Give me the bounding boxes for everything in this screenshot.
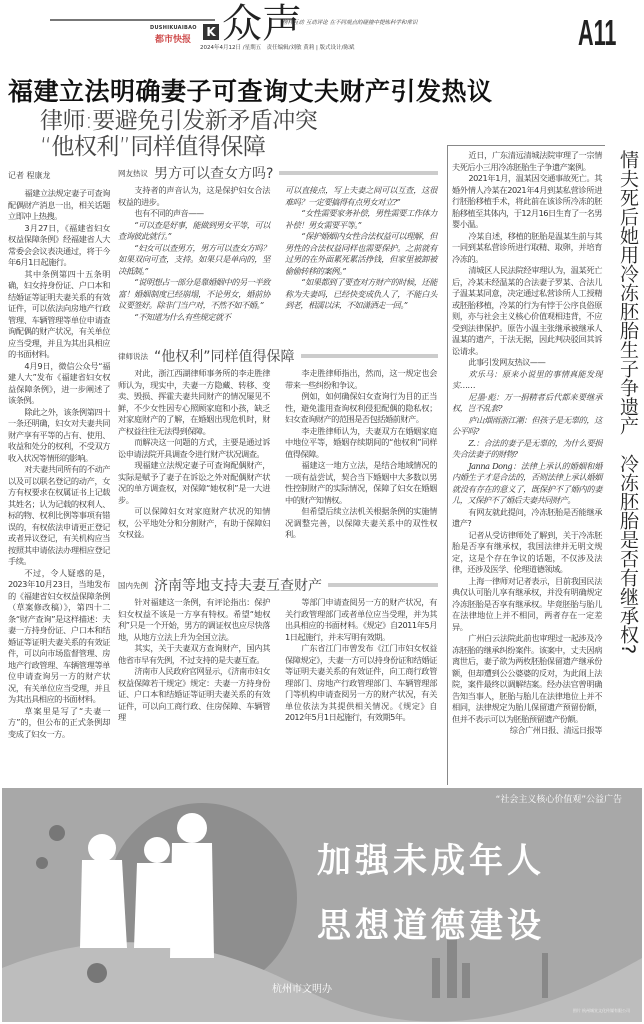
- main-headline: 福建立法明确妻子可查询丈夫财产引发热议: [8, 77, 493, 106]
- paragraph: 支持者的声音认为，这是保护妇女合法权益的进步。: [118, 185, 270, 207]
- kicker: 网友热议: [118, 168, 148, 178]
- section-heading-precedent: [118, 575, 438, 595]
- paragraph: 草案里是写了“夫妻一方”的，但公布的正式条例却变成了妇女一方。: [8, 705, 110, 739]
- public-service-ad: [2, 788, 642, 1022]
- paragraph: 等部门申请查阅另一方的财产状况，有关行政管理部门或者单位应当受理，并为其出具相应的书面材料。《规定》自2011年5月1日起施行，并未写明有效期。: [285, 597, 437, 642]
- paragraph: 记者从受访律师处了解到，关于冷冻胚胎是否享有继承权，我国法律并无明文规定，这是个存在争议的话题，不仅涉及法律，还涉及医学、伦理道德领域。: [452, 529, 602, 574]
- paragraph: “妇女可以查男方，男方可以查女方吗？如果双向可查，支持。如果只是单向的，坚决抵制。”: [118, 242, 270, 276]
- heading-rule: [279, 171, 438, 175]
- paragraph: 也有不同的声音——: [134, 208, 204, 218]
- precedent-column-right: [285, 597, 437, 724]
- heading-text: “他权利”同样值得保障: [154, 349, 295, 365]
- kicker: 国内先例: [118, 580, 148, 590]
- paragraph: Z.：合法的妻子是无辜的，为什么要损失合法妻子的财物?: [452, 437, 602, 459]
- paragraph: 有网友就此提问，冷冻胚胎是否能继承遗产?: [452, 506, 602, 528]
- article-column-1: [8, 188, 110, 740]
- paragraph: Janna Dong：法律上承认的婚姻和婚内婚生子才是合法的，否则法律上承认婚姻就没有存在的意义了，既保护不了婚内的妻儿，又保护不了婚后夫妻共同财产。: [452, 460, 602, 505]
- heading-rule: [328, 583, 438, 587]
- paragraph: 例如，如何确保妇女查询行为目的正当性，避免滥用查询权利侵犯配偶的隐私权；妇女查询财产的范围是否包括婚前财产。: [285, 391, 437, 424]
- paragraph: “女性需要家务补偿，男性需要工作体力补偿！男女需要平等。”: [285, 208, 437, 230]
- netizens-column-right: [285, 185, 437, 312]
- paragraph: 除此之外，该条例第四十一条还明确，妇女对夫妻共同财产享有平等的占有、使用、收益和处分的权利，不受双方收入状况等情形的影响。: [8, 406, 110, 463]
- paragraph: 其中条例第四十五条明确，妇女持身份证、户口本和结婚证等证明夫妻关系的有效证件，可以依法向房地产行政管理、车辆管理等单位申请查询配偶的财产状况，有关单位应当受理，并且为其出具相应的书面材料。: [8, 268, 110, 359]
- masthead-chinese: 都市快报: [155, 35, 192, 45]
- sidebar-article: [452, 150, 602, 737]
- section-motto: 榜样互动 互动评论 在不同观点的碰撞中提炼科学和常识: [282, 20, 418, 26]
- netizens-column-left: [118, 185, 270, 323]
- paragraph: 可以保障妇女对家庭财产状况的知情权，公平地处分和分割财产，有助于保障妇女权益。: [118, 506, 270, 539]
- paragraph: “说明想占一部分是靠婚姻中的另一半致富！婚姻制度已经崩塌，不论男女，婚前协议要签好。除非门当户对，不然不如不婚。”: [118, 277, 270, 310]
- heading-text: 济南等地支持夫妻互查财产: [154, 578, 322, 594]
- ad-sponsor: 杭州市文明办: [272, 984, 332, 995]
- paragraph: 冷某自述，移植的胚胎是温某生前与其一同到某私营诊所进行取精、取卵，并培育冷冻的。: [452, 230, 602, 264]
- paragraph: 福建立法规定妻子可查询配偶财产消息一出，相关话题立即冲上热搜。: [8, 188, 110, 221]
- paragraph: 但希望后续立法机关根据条例的实施情况调整完善，以保障夫妻关系中的双性权利。: [285, 506, 437, 539]
- paragraph: 不过，令人疑惑的是，2023年10月23日，当地发布的《福建省妇女权益保障条例（草案修改稿）》，第四十二条“财产查询”是这样描述：夫妻一方持身份证、户口本和结婚证等证明夫妻关系的有效证件，可以向市场监督管理、房地产行政管理、车辆管理等单位申请查询另一方的财产状况，有关单位应当受理，并且为其出具相应的书面材料。: [8, 567, 110, 704]
- ad-slogan-line-2: 思想道德建设: [317, 906, 545, 946]
- paragraph: 其实，关于夫妻双方查询财产，国内其他省市早有先例，不过支持的是夫妻互查。: [118, 643, 270, 665]
- paragraph: 2021年1月，温某因交通事故死亡。其婚外情人冷某在2021年4月到某私营诊所进行胚胎移植手术，将此前在该诊所冷冻的胚胎移植至其体内，于12月16日生育了一名男婴小温。: [452, 173, 602, 229]
- paragraph: 庐山烟雨浙江潮：但孩子是无辜的，这公平吗?: [452, 414, 602, 436]
- sidebar-vertical-title: 情夫死后她用冷冻胚胎生子争遗产 冷冻胚胎是否有继承权?: [617, 150, 639, 655]
- ad-credit: 图片 杭州城宣文化传媒有限公司: [572, 1008, 630, 1013]
- ad-tag: “社会主义核心价值观”公益广告: [495, 795, 622, 805]
- paragraph: 欢乐马：原来小说里的事情真能发现实……: [452, 368, 602, 390]
- section-title: 众声: [222, 1, 302, 47]
- lawyer-column-right: [285, 368, 437, 541]
- paragraph: 对夫妻共同所有的不动产以及可以联名登记的动产，女方有权要求在权属证书上记载其姓名；认为记载的权利人、标的物、权利比例等事项有错误的，有权依法申请更正登记或者异议登记，有关机构应当按照其申请依法办理相应登记手续。: [8, 464, 110, 566]
- paragraph: 福建这一地方立法，是结合地域情况的一项有益尝试，契合当下婚姻中大多数以男性控制财产的实际情况，保障了妇女在婚姻中的财产知情权。: [285, 460, 437, 505]
- heading-text: 男方可以查女方吗?: [154, 166, 274, 182]
- paragraph: 3月27日，《福建省妇女权益保障条例》经福建省人大常委会会议表决通过，将于今年6月1日起施行。: [8, 222, 110, 267]
- kicker: 律师说法: [118, 351, 148, 361]
- paragraph: 上海一律师对记者表示，目前我国民法典仅认可胎儿享有继承权，并没有明确规定冷冻胚胎是否享有继承权。毕竟胚胎与胎儿在法律地位上并不相同，两者存在一定差异。: [452, 575, 602, 632]
- paragraph: “保护婚姻内女性合法权益可以理解，但男性的合法权益同样也需要保护。之前就有过男的在外面累死累活挣钱，但家里被卸被偷偷转移的案例。”: [285, 231, 437, 276]
- precedent-column-left: [118, 597, 270, 724]
- subtitle-2: “他权利”同样值得保障: [40, 134, 266, 160]
- paragraph: 尼墨·彪：万一捐精者后代都来要继承权，岂不乱套?: [452, 391, 602, 413]
- heading-rule: [301, 354, 438, 358]
- subtitle-1: 律师:要避免引发新矛盾冲突: [40, 108, 318, 134]
- article-source: 综合广州日报、清远日报等: [509, 725, 602, 735]
- paragraph: 济南市人民政府官网显示，《济南市妇女权益保障若干规定》规定：夫妻一方持身份证、户口本和结婚证等证明夫妻关系的有效证件，可以向工商行政、住房保障、车辆管理: [118, 666, 270, 722]
- paragraph: 可以直接点，写上夫妻之间可以互查，这很难吗？一定要搞得有点男女对立?”: [285, 185, 437, 207]
- lawyer-column-left: [118, 368, 270, 541]
- section-heading-netizens: [118, 163, 438, 183]
- paragraph: 对此，浙江西湖律师事务所的李走胜律师认为，现实中，夫妻一方隐藏、转移、变卖、毁损、挥霍夫妻共同财产的情况屡见不鲜，不少女性因专心照顾家庭和小孩，缺乏对家庭财产的了解，在婚姻出现危机时，财产权益往往无法得到保障。: [118, 368, 270, 436]
- byline: 记者 程康龙: [8, 171, 51, 180]
- paragraph: 广东省江门市曾发布《江门市妇女权益保障规定》，夫妻一方可以持身份证和结婚证等证明夫妻关系的有效证件，向工商行政管理部门、房地产行政管理部门、车辆管理部门等机构申请查阅另一方的财产状况，有关单位依法为其提供相关情况。《规定》自2012年5月1日起施行，有效期5年。: [285, 643, 437, 722]
- paragraph: 清城区人民法院经审理认为，温某死亡后，冷某未经温某的合法妻子罗某、合法儿子温某某同意，决定通过私营诊所人工授精或胚胎移植，冷某的行为有悖于公序良俗原则，亦与社会主义核心价值观相违背，不应受到法律保护。原告小温主张继承被继承人温某的遗产，于法无据，因此判决驳回其诉讼请求。: [452, 265, 602, 356]
- paragraph: 广州白云法院此前也审理过一起涉及冷冻胚胎的继承纠纷案件。该案中，丈夫因病离世后，妻子欲为两枚胚胎保留遗产继承份额，但却遭到公公婆婆的反对，为此闹上法院，案件最终以调解结案。经办法官曾明确告知当事人，胚胎与胎儿在法律地位上并不相同，法律规定为胎儿保留遗产预留份额，但并不表示可以为胚胎预留遗产份额。: [452, 633, 602, 724]
- paragraph: 4月9日，微信公众号“福建人大”发布《福建省妇女权益保障条例》，进一步阐述了该条例。: [8, 360, 110, 405]
- paragraph: 而解决这一问题的方式，主要是通过诉讼申请法院开具调查令进行财产状况调查。: [118, 437, 270, 459]
- paragraph: 现福建立法规定妻子可查询配偶财产，实际是赋予了妻子在诉讼之外对配偶财产状况的单方调查权，对保障“她权利”是一大进步。: [118, 460, 270, 505]
- masthead-rule: [50, 19, 215, 21]
- paragraph: “如果都到了要查对方财产的时候，还能称为夫妻吗，已经快变成仇人了，不能白头到老，相濡以沫，不如潇洒走一回。”: [285, 277, 437, 310]
- paragraph: 针对福建这一条例，有评论指出：保护妇女权益不该是一方享有特权。希望“她权利”只是一个开始，男方的调证权也应尽快落地，从地方立法上升为全国立法。: [118, 597, 270, 642]
- paragraph: 李走胜律师指出，然而，这一规定也会带来一些纠纷和争议。: [285, 368, 437, 390]
- page-number: A11: [578, 12, 617, 53]
- paragraph: “不知道为什么有些规定就不: [134, 311, 231, 322]
- paragraph: 近日，广东清远清城法院审理了一宗情夫死后小三用冷冻胚胎生子争遗产案例。: [452, 150, 602, 172]
- ad-slogan-line-1: 加强未成年人: [317, 841, 545, 881]
- paragraph: 李走胜律师认为，夫妻双方在婚姻家庭中地位平等，婚姻存续期间的“他权利”同样值得保障。: [285, 425, 437, 459]
- section-heading-lawyer: [118, 346, 438, 366]
- newspaper-logo-icon: K: [203, 24, 219, 40]
- paragraph: “可以查是好事，能做到男女平等，可以查询彼此就行。”: [118, 219, 270, 241]
- paragraph: 此事引发网友热议——: [468, 357, 546, 367]
- masthead-english: DUSHIKUAIBAO: [150, 25, 197, 31]
- dateline: 2024年4月12日 /星期五 责任编辑/刘敏 黄莉 | 版式设计/陈斌: [200, 45, 355, 51]
